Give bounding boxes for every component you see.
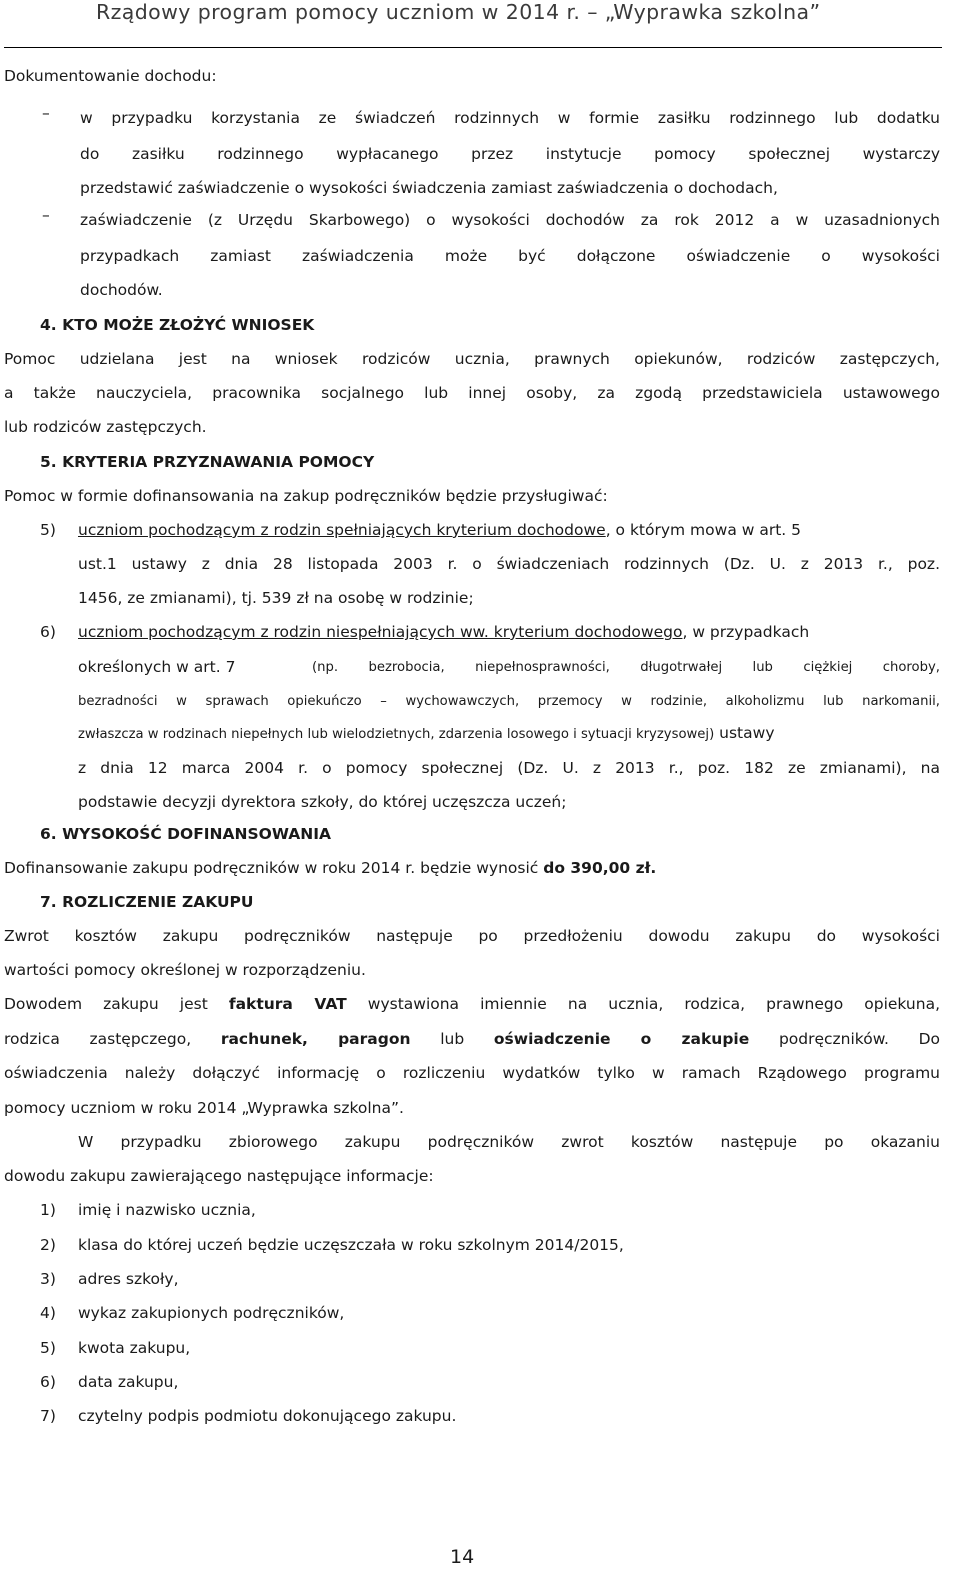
section-7-p1-line1: Zwrot kosztów zakupu podręczników następuje po przedłożeniu dowodu zakupu do wysokości [4, 927, 940, 945]
section-7-p3-line1: W przypadku zbiorowego zakupu podręczników zwrot kosztów następuje po okazaniu [78, 1133, 940, 1151]
list-item-number: 4) [40, 1304, 56, 1322]
section-4-line3: lub rodziców zastępczych. [4, 418, 207, 436]
list-item-number: 7) [40, 1407, 56, 1425]
section-6-heading: 6. WYSOKOŚĆ DOFINANSOWANIA [40, 825, 331, 843]
item-5-line3: 1456, ze zmianami), tj. 539 zł na osobę w rodzinie; [78, 589, 474, 607]
income-doc-bullet1-line3: przedstawić zaświadczenie o wysokości świadczenia zamiast zaświadczenia o dochodach, [80, 179, 778, 197]
section-7-p2-line2: rodzica zastępczego, rachunek, paragon lub oświadczenie o zakupie podręczników. Do [4, 1030, 940, 1048]
list-item: imię i nazwisko ucznia, [78, 1201, 256, 1219]
section-7-p2-line4: pomocy uczniom w roku 2014 „Wyprawka szkolna”. [4, 1099, 404, 1117]
bullet-dash: – [42, 206, 50, 224]
item-5-line1: uczniom pochodzącym z rodzin spełniających kryterium dochodowe, o którym mowa w art. 5 [78, 521, 802, 539]
list-item: kwota zakupu, [78, 1339, 191, 1357]
list-item-number: 3) [40, 1270, 56, 1288]
item-6-line4: zwłaszcza w rodzinach niepełnych lub wielodzietnych, zdarzenia losowego i sytuacji kryzysowej) ustawy [78, 724, 775, 742]
section-4-line2: a także nauczyciela, pracownika socjalnego lub innej osoby, za zgodą przedstawiciela ustawowego [4, 384, 940, 402]
list-item-number: 5) [40, 1339, 56, 1357]
income-doc-bullet1-line2: do zasiłku rodzinnego wypłacanego przez instytucje pomocy społecznej wystarczy [80, 145, 940, 163]
item-5-number: 5) [40, 521, 56, 539]
section-5-heading: 5. KRYTERIA PRZYZNAWANIA POMOCY [40, 453, 375, 471]
list-item: data zakupu, [78, 1373, 179, 1391]
item-6-line3: bezradności w sprawach opiekuńczo – wychowawczych, przemocy w rodzinie, alkoholizmu lub narkomanii, [78, 694, 940, 709]
funding-amount: do 390,00 zł. [543, 859, 657, 877]
item-6-underlined: uczniom pochodzącym z rodzin niespełniających ww. kryterium dochodowego [78, 623, 683, 641]
item-6-line1: uczniom pochodzącym z rodzin niespełniających ww. kryterium dochodowego, w przypadkach [78, 623, 810, 641]
section-7-p1-line2: wartości pomocy określonej w rozporządzeniu. [4, 961, 366, 979]
page-number: 14 [450, 1546, 475, 1568]
income-doc-title: Dokumentowanie dochodu: [4, 67, 217, 85]
item-6-line6: podstawie decyzji dyrektora szkoły, do której uczęszcza uczeń; [78, 793, 567, 811]
running-header: Rządowy program pomocy uczniom w 2014 r. – „Wyprawka szkolna” [96, 0, 821, 24]
header-rule [4, 47, 942, 48]
section-7-heading: 7. ROZLICZENIE ZAKUPU [40, 893, 254, 911]
item-5-line2: ust.1 ustawy z dnia 28 listopada 2003 r. o świadczeniach rodzinnych (Dz. U. z 2013 r., poz. [78, 555, 940, 573]
list-item: czytelny podpis podmiotu dokonującego zakupu. [78, 1407, 457, 1425]
income-doc-bullet1-line1: w przypadku korzystania ze świadczeń rodzinnych w formie zasiłku rodzinnego lub dodatku [80, 109, 940, 127]
section-5-intro: Pomoc w formie dofinansowania na zakup podręczników będzie przysługiwać: [4, 487, 608, 505]
list-item-number: 6) [40, 1373, 56, 1391]
list-item: wykaz zakupionych podręczników, [78, 1304, 345, 1322]
list-item: adres szkoły, [78, 1270, 179, 1288]
section-4-heading: 4. KTO MOŻE ZŁOŻYĆ WNIOSEK [40, 316, 315, 334]
bullet-dash: – [42, 104, 50, 122]
item-6-line5: z dnia 12 marca 2004 r. o pomocy społecznej (Dz. U. z 2013 r., poz. 182 ze zmianami), na [78, 759, 940, 777]
section-6-text: Dofinansowanie zakupu podręczników w roku 2014 r. będzie wynosić do 390,00 zł. [4, 859, 657, 877]
item-5-underlined: uczniom pochodzącym z rodzin spełniających kryterium dochodowe [78, 521, 606, 539]
income-doc-bullet2-line2: przypadkach zamiast zaświadczenia może być dołączone oświadczenie o wysokości [80, 247, 940, 265]
section-7-p2-line1: Dowodem zakupu jest faktura VAT wystawiona imiennie na ucznia, rodzica, prawnego opiekuna, [4, 995, 940, 1013]
section-7-p2-line3: oświadczenia należy dołączyć informację o rozliczeniu wydatków tylko w ramach Rządowego programu [4, 1064, 940, 1082]
item-6-number: 6) [40, 623, 56, 641]
list-item-number: 2) [40, 1236, 56, 1254]
item-6-line2b: (np. bezrobocia, niepełnosprawności, długotrwałej lub ciężkiej choroby, [312, 660, 940, 675]
item-6-line2a: określonych w art. 7 [78, 658, 236, 676]
income-doc-bullet2-line1: zaświadczenie (z Urzędu Skarbowego) o wysokości dochodów za rok 2012 a w uzasadnionych [80, 211, 940, 229]
list-item-number: 1) [40, 1201, 56, 1219]
section-7-p3-line2: dowodu zakupu zawierającego następujące informacje: [4, 1167, 434, 1185]
list-item: klasa do której uczeń będzie uczęszczała w roku szkolnym 2014/2015, [78, 1236, 624, 1254]
income-doc-bullet2-line3: dochodów. [80, 281, 163, 299]
section-4-line1: Pomoc udzielana jest na wniosek rodziców ucznia, prawnych opiekunów, rodziców zastępczych, [4, 350, 940, 368]
